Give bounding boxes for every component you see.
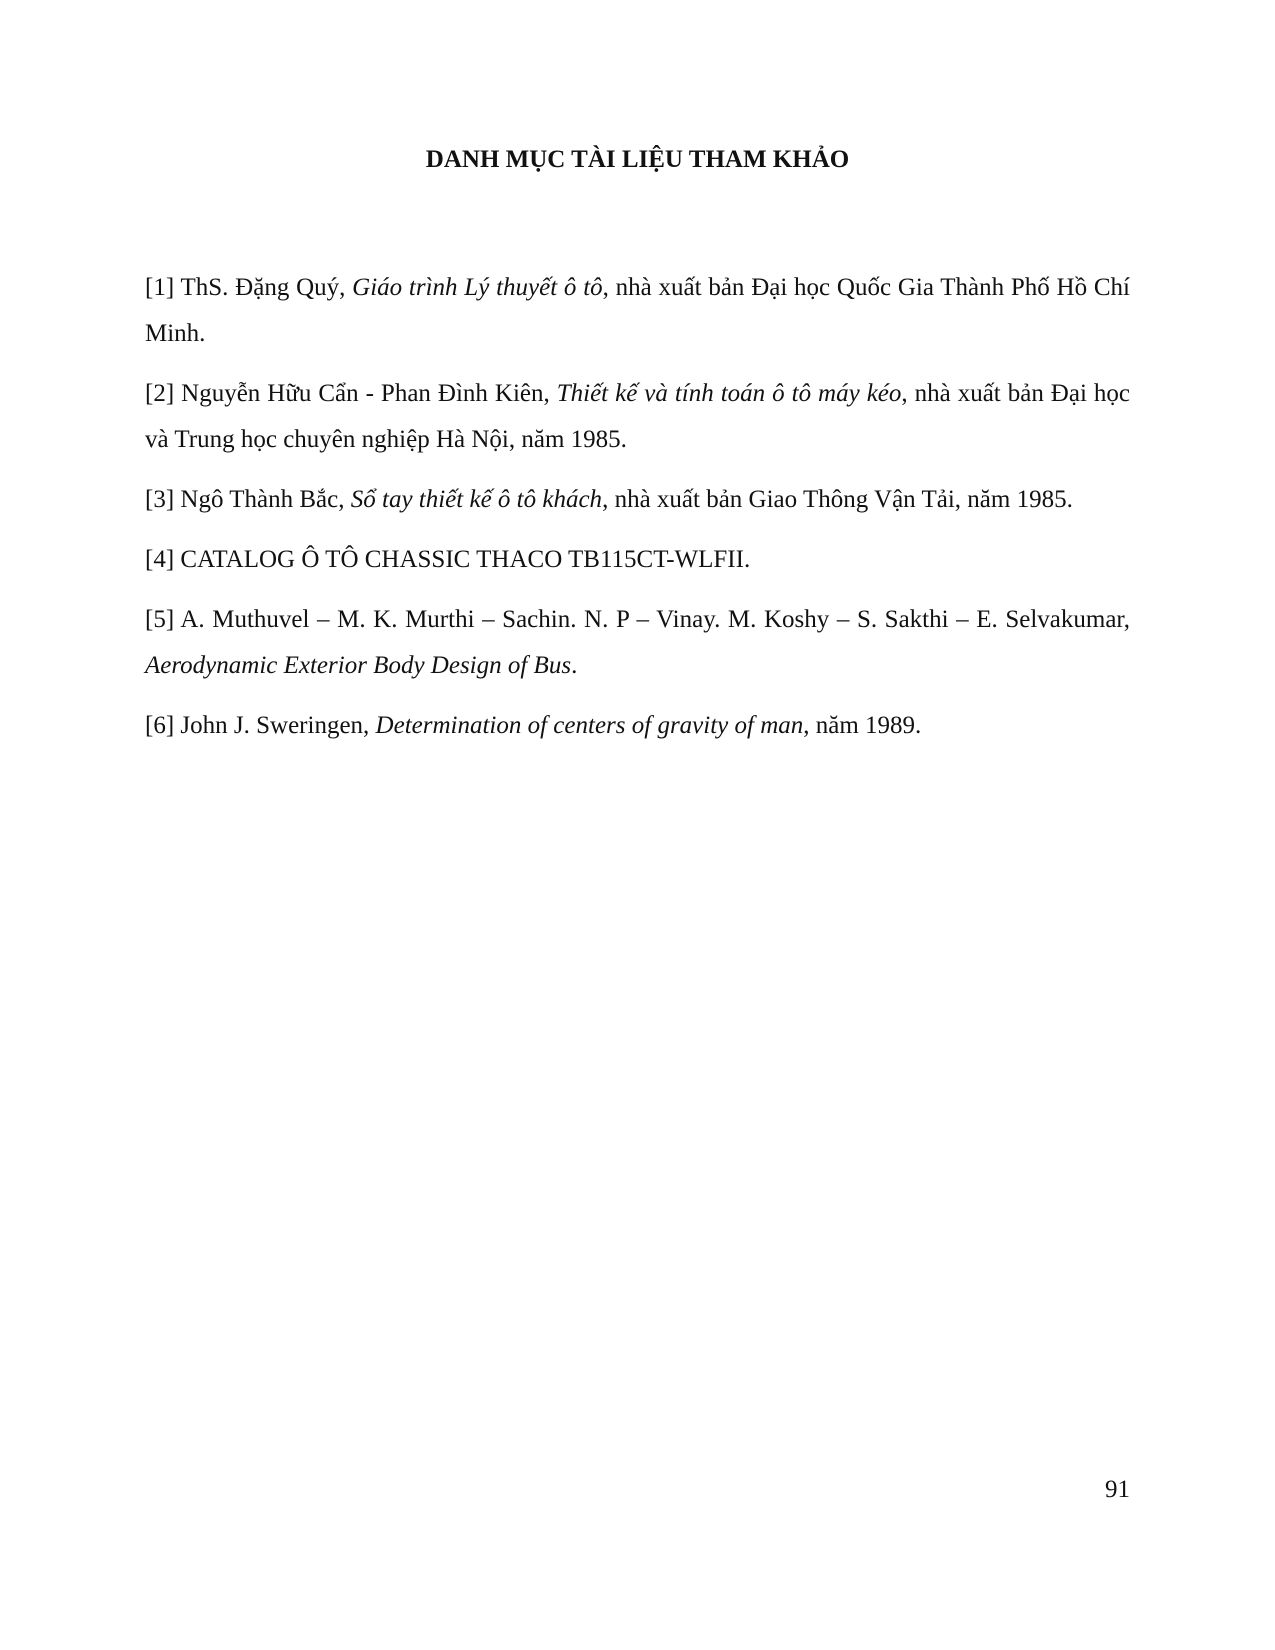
reference-author: Nguyễn Hữu Cẩn - Phan Đình Kiên, [174,380,557,407]
reference-number: [5] [145,606,175,633]
reference-number: [2] [145,380,175,407]
reference-title: Sổ tay thiết kế ô tô khách [350,486,603,513]
reference-list [145,265,1130,749]
page-number: 91 [1105,1476,1130,1503]
reference-item-2 [145,371,1130,463]
reference-title: Determination of centers of gravity of man [375,712,804,739]
reference-publisher: , nhà xuất bản Đại học và Trung học chuyên nghiệp Hà Nội, năm 1985. [145,380,1130,453]
page-title: DANH MỤC TÀI LIỆU THAM KHẢO [425,146,850,173]
reference-title: Giáo trình Lý thuyết ô tô [352,274,603,301]
reference-item-4 [145,537,1130,583]
reference-number: [1] [145,274,175,301]
reference-publisher: . [571,652,578,679]
reference-item-1 [145,265,1130,357]
reference-author: A. Muthuvel – M. K. Murthi – Sachin. N. P – Vinay. M. Koshy – S. Sakthi – E. Selvakumar, [174,606,1130,633]
reference-author: CATALOG Ô TÔ CHASSIC THACO TB115CT-WLFII. [174,546,751,573]
reference-publisher: , nhà xuất bản Giao Thông Vận Tải, năm 1985. [602,486,1073,513]
reference-title: Aerodynamic Exterior Body Design of Bus [145,652,572,679]
reference-number: [6] [145,712,175,739]
reference-author: John J. Sweringen, [174,712,376,739]
reference-publisher: , năm 1989. [803,712,922,739]
reference-author: ThS. Đặng Quý, [174,274,353,301]
reference-publisher: , nhà xuất bản Đại học Quốc Gia Thành Phố Hồ Chí Minh. [145,274,1130,347]
reference-item-5 [145,597,1130,689]
reference-item-6 [145,703,1130,749]
reference-title: Thiết kế và tính toán ô tô máy kéo [556,380,902,407]
reference-number: [4] [145,546,175,573]
reference-number: [3] [145,486,175,513]
reference-item-3 [145,477,1130,523]
reference-author: Ngô Thành Bắc, [174,486,351,513]
